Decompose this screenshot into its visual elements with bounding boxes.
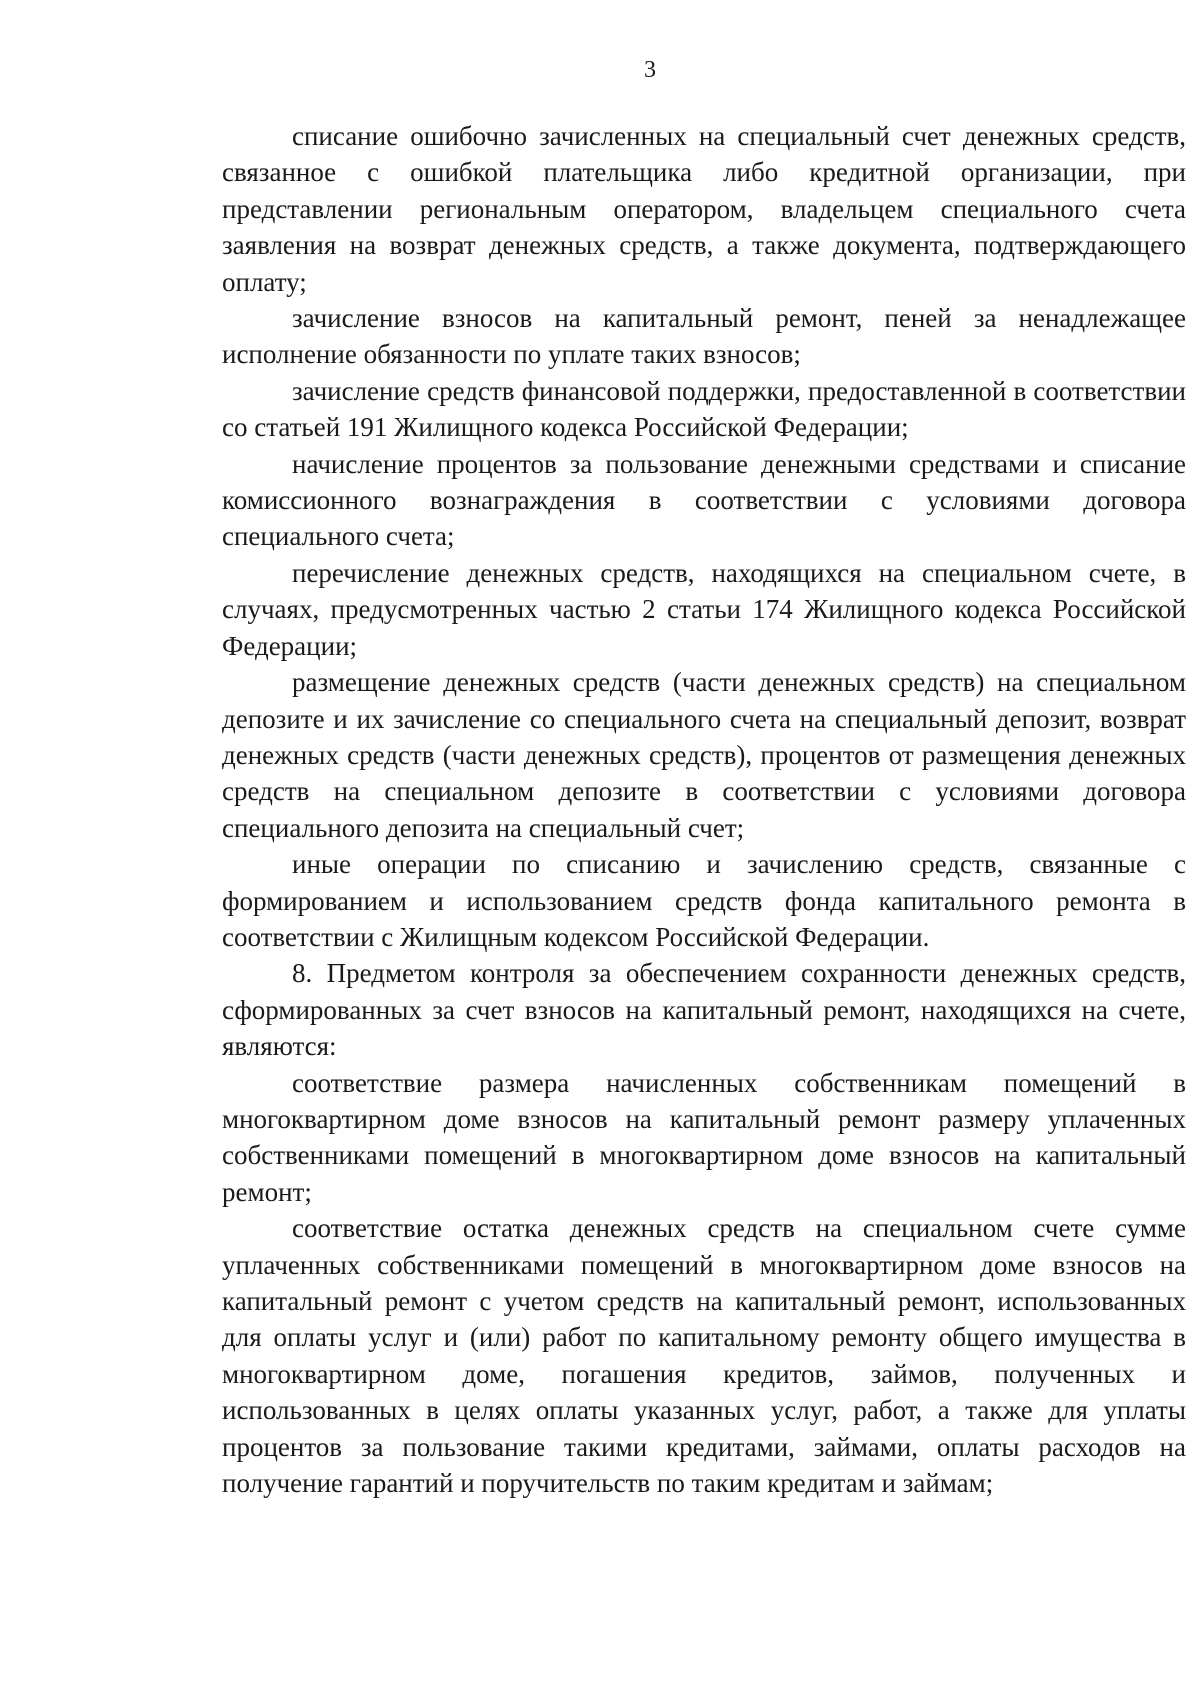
paragraph-financial-support: зачисление средств финансовой поддержки, предоставленной в соответствии со статьей 191 Жилищного кодекса Российской Федерации; <box>222 375 1186 443</box>
page-number: 3 <box>644 57 656 83</box>
paragraph-erroneous-debit: списание ошибочно зачисленных на специальный счет денежных средств, связанное с ошибкой плательщика либо кредитной организации, при представлении региональным оператором, владельцем специального счета заявления на возврат денежных средств, а также документа, подтверждающего оплату; <box>222 121 1186 297</box>
paragraph-balance-correspondence: соответствие остатка денежных средств на специальном счете сумме уплаченных собственниками помещений в многоквартирном доме взносов на капитальный ремонт с учетом средств на капитальный ремонт, использованных для оплаты услуг и (или) работ по капитальному ремонту общего имущества в многоквартирном доме, погашения кредитов, займов, полученных и использованных в целях оплаты указанных услуг, работ, а также для уплаты процентов за пользование такими кредитами, займами, оплаты расходов на получение гарантий и поручительств по таким кредитам и займам; <box>222 1213 1186 1499</box>
paragraph-accrued-vs-paid: соответствие размера начисленных собственникам помещений в многоквартирном доме взносов на капитальный ремонт размеру уплаченных собственниками помещений в многоквартирном доме взносов на капитальный ремонт; <box>222 1067 1186 1207</box>
paragraph-funds-transfer: перечисление денежных средств, находящихся на специальном счете, в случаях, предусмотренных частью 2 статьи 174 Жилищного кодекса Российской Федерации; <box>222 557 1186 661</box>
paragraph-contributions-credit: зачисление взносов на капитальный ремонт, пеней за ненадлежащее исполнение обязанности по уплате таких взносов; <box>222 303 1186 370</box>
paragraph-item-8: 8. Предметом контроля за обеспечением сохранности денежных средств, сформированных за счет взносов на капитальный ремонт, находящихся на счете, являются: <box>222 958 1186 1062</box>
paragraph-interest-commission: начисление процентов за пользование денежными средствами и списание комиссионного вознаграждения в соответствии с условиями договора специального счета; <box>222 448 1186 552</box>
document-body <box>222 118 1186 1501</box>
paragraph-other-operations: иные операции по списанию и зачислению средств, связанные с формированием и использованием средств фонда капитального ремонта в соответствии с Жилищным кодексом Российской Федерации. <box>222 849 1186 952</box>
paragraph-special-deposit: размещение денежных средств (части денежных средств) на специальном депозите и их зачисление со специального счета на специальный депозит, возврат денежных средств (части денежных средств), процентов от размещения денежных средств на специальном депозите в соответствии с условиями договора специального депозита на специальный счет; <box>222 667 1186 843</box>
